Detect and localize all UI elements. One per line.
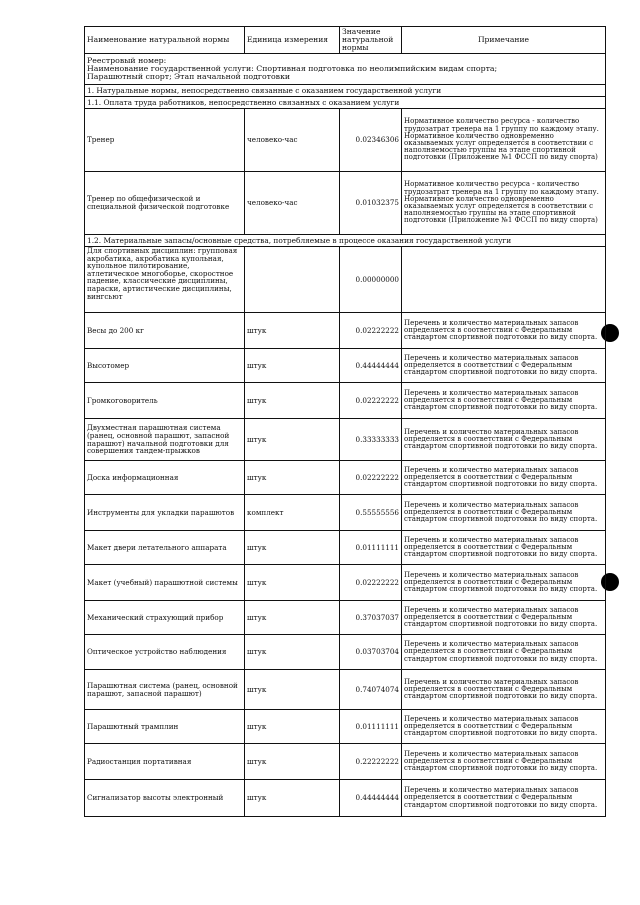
material-value: 0.02222222 bbox=[340, 565, 402, 601]
material-unit: комплект bbox=[245, 495, 340, 531]
norm-value: 0.01032375 bbox=[340, 172, 402, 235]
registry-number: Реестровый номер: bbox=[87, 55, 167, 65]
material-value: 0.44444444 bbox=[340, 349, 402, 383]
table-row bbox=[85, 419, 606, 461]
material-note: Перечень и количество материальных запасов определяется в соответствии с Федеральным стандартом спортивной подготовки по виду спорта. bbox=[402, 419, 606, 461]
header-name: Наименование натуральной нормы bbox=[85, 27, 245, 54]
table-header-row bbox=[85, 27, 606, 54]
material-value: 0.74074074 bbox=[340, 670, 402, 710]
material-name: Макет (учебный) парашютной системы bbox=[85, 565, 245, 601]
section-1-1-title: 1.1. Оплата труда работников, непосредственно связанных с оказанием услуги bbox=[85, 97, 606, 109]
material-value: 0.01111111 bbox=[340, 531, 402, 565]
material-unit: штук bbox=[245, 780, 340, 817]
material-note: Перечень и количество материальных запасов определяется в соответствии с Федеральным стандартом спортивной подготовки по виду спорта. bbox=[402, 635, 606, 670]
material-note: Перечень и количество материальных запасов определяется в соответствии с Федеральным стандартом спортивной подготовки по виду спорта. bbox=[402, 383, 606, 419]
material-unit: штук bbox=[245, 383, 340, 419]
norm-unit: человеко-час bbox=[245, 109, 340, 172]
material-unit: штук bbox=[245, 461, 340, 495]
material-unit: штук bbox=[245, 601, 340, 635]
header-note: Примечание bbox=[402, 27, 606, 54]
table-row bbox=[85, 495, 606, 531]
table-row bbox=[85, 247, 606, 313]
material-note: Перечень и количество материальных запасов определяется в соответствии с Федеральным стандартом спортивной подготовки по виду спорта. bbox=[402, 461, 606, 495]
material-name: Доска информационная bbox=[85, 461, 245, 495]
disciplines-name: Для спортивных дисциплин: групповая акробатика, акробатика купольная, купольное пилотирование, атлетическое многоборье, скоростное падение, классические дисциплины, параски, артистические дисциплины, вингсьют bbox=[85, 247, 245, 313]
material-value: 0.02222222 bbox=[340, 313, 402, 349]
material-name: Парашютный трамплин bbox=[85, 710, 245, 744]
material-name: Механический страхующий прибор bbox=[85, 601, 245, 635]
material-unit: штук bbox=[245, 744, 340, 780]
norm-value: 0.00000000 bbox=[340, 247, 402, 313]
norm-value: 0.02346306 bbox=[340, 109, 402, 172]
norms-table bbox=[84, 26, 606, 817]
norm-note: Нормативное количество ресурса - количество трудозатрат тренера на 1 группу по каждому этапу. Нормативное количество одновременно оказываемых услуг определяется в соответствии с наполняемостью группы на этапе спортивной подготовки (Приложение №1 ФССП по виду спорта) bbox=[402, 109, 606, 172]
material-name: Громкоговоритель bbox=[85, 383, 245, 419]
header-value: Значение натуральной нормы bbox=[340, 27, 402, 54]
section-row bbox=[85, 235, 606, 247]
registry-cell bbox=[85, 54, 606, 85]
material-name: Высотомер bbox=[85, 349, 245, 383]
norm-name: Тренер bbox=[85, 109, 245, 172]
material-value: 0.55555556 bbox=[340, 495, 402, 531]
service-name: Наименование государственной услуги: Спортивная подготовка по неолимпийским видам спорта; bbox=[87, 63, 498, 73]
material-unit: штук bbox=[245, 313, 340, 349]
material-note: Перечень и количество материальных запасов определяется в соответствии с Федеральным стандартом спортивной подготовки по виду спорта. bbox=[402, 670, 606, 710]
table-row bbox=[85, 313, 606, 349]
material-name: Парашютная система (ранец, основной парашют, запасной парашют) bbox=[85, 670, 245, 710]
material-unit: штук bbox=[245, 419, 340, 461]
table-row bbox=[85, 383, 606, 419]
table-row bbox=[85, 565, 606, 601]
table-row bbox=[85, 635, 606, 670]
section-1-2-title: 1.2. Материальные запасы/основные средства, потребляемые в процессе оказания государственной услуги bbox=[85, 235, 606, 247]
table-row bbox=[85, 780, 606, 817]
material-name: Двухместная парашютная система (ранец, основной парашют, запасной парашют) начальной подготовки для совершения тандем-прыжков bbox=[85, 419, 245, 461]
material-value: 0.03703704 bbox=[340, 635, 402, 670]
material-note: Перечень и количество материальных запасов определяется в соответствии с Федеральным стандартом спортивной подготовки по виду спорта. bbox=[402, 601, 606, 635]
norm-name: Тренер по общефизической и специальной физической подготовке bbox=[85, 172, 245, 235]
table-row bbox=[85, 710, 606, 744]
material-value: 0.22222222 bbox=[340, 744, 402, 780]
material-unit: штук bbox=[245, 710, 340, 744]
material-name: Макет двери летательного аппарата bbox=[85, 531, 245, 565]
material-note: Перечень и количество материальных запасов определяется в соответствии с Федеральным стандартом спортивной подготовки по виду спорта. bbox=[402, 780, 606, 817]
material-name: Инструменты для укладки парашютов bbox=[85, 495, 245, 531]
table-row bbox=[85, 461, 606, 495]
material-unit: штук bbox=[245, 670, 340, 710]
material-note: Перечень и количество материальных запасов определяется в соответствии с Федеральным стандартом спортивной подготовки по виду спорта. bbox=[402, 710, 606, 744]
material-name: Сигнализатор высоты электронный bbox=[85, 780, 245, 817]
material-value: 0.02222222 bbox=[340, 383, 402, 419]
section-row bbox=[85, 97, 606, 109]
table-row bbox=[85, 172, 606, 235]
registry-row bbox=[85, 54, 606, 85]
material-name: Радиостанция портативная bbox=[85, 744, 245, 780]
material-note: Перечень и количество материальных запасов определяется в соответствии с Федеральным стандартом спортивной подготовки по виду спорта. bbox=[402, 744, 606, 780]
material-note: Перечень и количество материальных запасов определяется в соответствии с Федеральным стандартом спортивной подготовки по виду спорта. bbox=[402, 565, 606, 601]
service-stage: Парашютный спорт; Этап начальной подготовки bbox=[87, 72, 291, 82]
table-row bbox=[85, 744, 606, 780]
material-value: 0.33333333 bbox=[340, 419, 402, 461]
material-unit: штук bbox=[245, 531, 340, 565]
material-value: 0.02222222 bbox=[340, 461, 402, 495]
table-row bbox=[85, 349, 606, 383]
norm-unit: человеко-час bbox=[245, 172, 340, 235]
section-1-title: 1. Натуральные нормы, непосредственно связанные с оказанием государственной услуги bbox=[85, 85, 606, 97]
section-row bbox=[85, 85, 606, 97]
material-name: Оптическое устройство наблюдения bbox=[85, 635, 245, 670]
material-value: 0.37037037 bbox=[340, 601, 402, 635]
table-row bbox=[85, 531, 606, 565]
norm-note: Нормативное количество ресурса - количество трудозатрат тренера на 1 группу по каждому этапу. Нормативное количество одновременно оказываемых услуг определяется в соответствии с наполняемостью группы на этапе спортивной подготовки (Приложение №1 ФССП по виду спорта) bbox=[402, 172, 606, 235]
material-unit: штук bbox=[245, 565, 340, 601]
norm-note bbox=[402, 247, 606, 313]
norm-unit bbox=[245, 247, 340, 313]
material-note: Перечень и количество материальных запасов определяется в соответствии с Федеральным стандартом спортивной подготовки по виду спорта. bbox=[402, 495, 606, 531]
material-unit: штук bbox=[245, 635, 340, 670]
table-row bbox=[85, 670, 606, 710]
table-row bbox=[85, 109, 606, 172]
materials-body bbox=[85, 313, 606, 817]
material-unit: штук bbox=[245, 349, 340, 383]
material-note: Перечень и количество материальных запасов определяется в соответствии с Федеральным стандартом спортивной подготовки по виду спорта. bbox=[402, 349, 606, 383]
header-unit: Единица измерения bbox=[245, 27, 340, 54]
material-note: Перечень и количество материальных запасов определяется в соответствии с Федеральным стандартом спортивной подготовки по виду спорта. bbox=[402, 531, 606, 565]
material-note: Перечень и количество материальных запасов определяется в соответствии с Федеральным стандартом спортивной подготовки по виду спорта. bbox=[402, 313, 606, 349]
material-value: 0.01111111 bbox=[340, 710, 402, 744]
material-value: 0.44444444 bbox=[340, 780, 402, 817]
table-row bbox=[85, 601, 606, 635]
material-name: Весы до 200 кг bbox=[85, 313, 245, 349]
